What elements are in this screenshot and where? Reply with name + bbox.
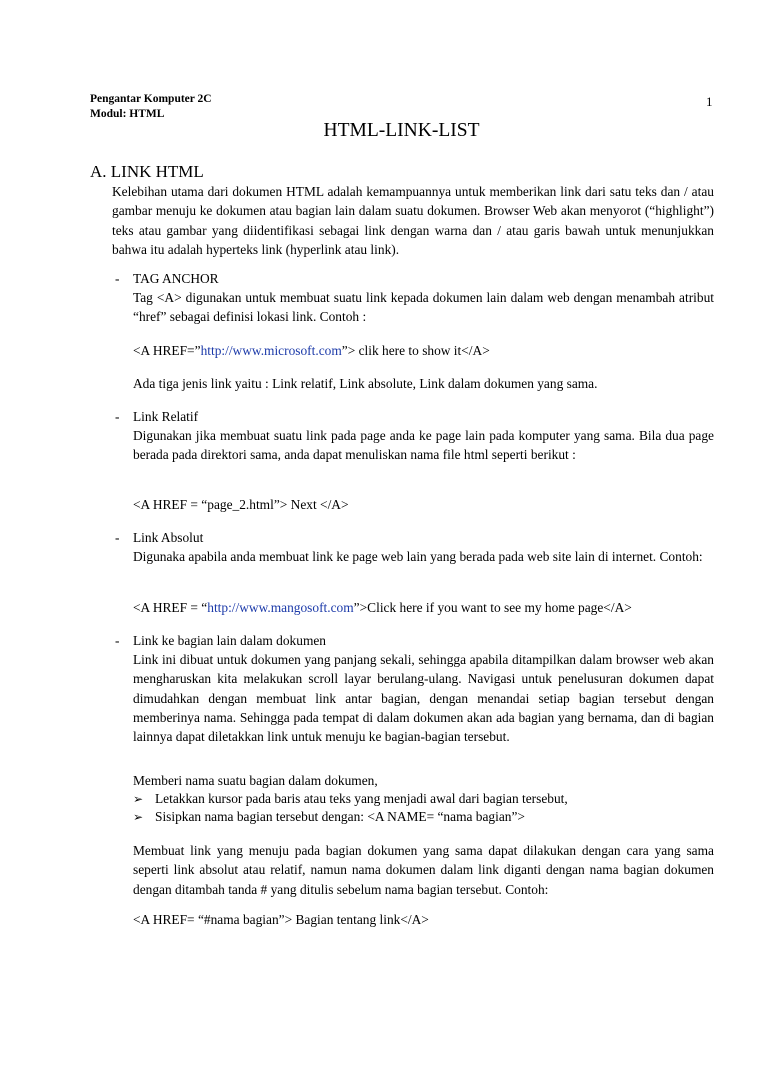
example-link[interactable]: http://www.mangosoft.com — [207, 600, 354, 615]
tag-anchor-example — [133, 341, 490, 360]
intro-paragraph: Kelebihan utama dari dokumen HTML adalah kemampuannya untuk memberikan link dari satu teks dan / atau gambar menuju ke dokumen atau bagian lain dalam suatu dokumen. Browser Web akan menyorot (“highlight”) teks atau gambar yang diidentifikasi sebagai link dengan warna dan / atau garis bawah untuk menunjukkan bahwa itu adalah hyperteks link (hyperlink atau link). — [112, 184, 714, 257]
link-relatif-example: <A HREF = “page_2.html”> Next </A> — [133, 497, 349, 512]
link-relatif-heading: Link Relatif — [133, 409, 199, 424]
list-item-text: Letakkan kursor pada baris atau teks yang menjadi awal dari bagian tersebut, — [155, 791, 568, 806]
arrow-bullet-icon: ➢ — [133, 792, 144, 806]
section-heading: A. LINK HTML — [90, 162, 204, 181]
code-text: <A HREF=” — [133, 343, 201, 358]
link-bagian-heading: Link ke bagian lain dalam dokumen — [133, 633, 326, 648]
list-dash: - — [115, 409, 120, 424]
list-dash: - — [115, 271, 120, 286]
code-text: ”>Click here if you want to see my home page</A> — [353, 600, 632, 615]
closing-paragraph: Membuat link yang menuju pada bagian dokumen yang sama dapat dilakukan dengan cara yang sama seperti link absolut atau relatif, namun nama dokumen dalam link diganti dengan nama bagian dokumen dengan ditambah tanda # yang ditulis sebelum nama bagian tersebut. Contoh: — [133, 843, 714, 897]
code-text: <A HREF = “ — [133, 600, 208, 615]
link-absolut-heading: Link Absolut — [133, 530, 204, 545]
course-name: Pengantar Komputer 2C — [90, 93, 212, 105]
list-dash: - — [115, 530, 120, 545]
list-dash: - — [115, 633, 120, 648]
list-item-text: Sisipkan nama bagian tersebut dengan: <A NAME= “nama bagian”> — [155, 809, 525, 824]
page-number: 1 — [706, 94, 713, 109]
tag-anchor-heading: TAG ANCHOR — [133, 271, 219, 286]
naming-intro: Memberi nama suatu bagian dalam dokumen, — [133, 773, 378, 788]
module-name: Modul: HTML — [90, 108, 165, 120]
link-relatif-body: Digunakan jika membuat suatu link pada page anda ke page lain pada komputer yang sama. Bila dua page berada pada direktori sama, anda dapat menuliskan nama file html seperti berikut : — [133, 428, 714, 463]
list-item — [133, 807, 525, 827]
code-text: ”> clik here to show it</A> — [341, 343, 490, 358]
example-link[interactable]: http://www.microsoft.com — [200, 343, 342, 358]
link-absolut-body: Digunaka apabila anda membuat link ke page web lain yang berada pada web site lain di internet. Contoh: — [133, 549, 703, 564]
arrow-bullet-icon: ➢ — [133, 810, 144, 824]
link-types-text: Ada tiga jenis link yaitu : Link relatif, Link absolute, Link dalam dokumen yang sama. — [133, 376, 598, 391]
tag-anchor-body: Tag <A> digunakan untuk membuat suatu link kepada dokumen lain dalam web dengan menambah atribut “href” sebagai definisi lokasi link. Contoh : — [133, 290, 714, 325]
page-title: HTML-LINK-LIST — [323, 120, 480, 141]
page-header — [90, 92, 212, 122]
link-absolut-example — [133, 598, 632, 617]
section-link-example: <A HREF= “#nama bagian”> Bagian tentang link</A> — [133, 912, 429, 927]
link-bagian-body: Link ini dibuat untuk dokumen yang panjang sekali, sehingga apabila ditampilkan dalam browser web akan mengharuskan kita melakukan scroll layar berulang-ulang. Navigasi untuk penelusuran dokumen dapat dimudahkan dengan membuat link antar bagian, dengan menandai setiap bagian tersebut dengan memberinya nama. Sehingga pada tempat di dalam dokumen akan ada bagian yang bernama, dan di bagian lainnya dapat diletakkan link untuk menuju ke bagian-bagian tersebut. — [133, 652, 714, 745]
